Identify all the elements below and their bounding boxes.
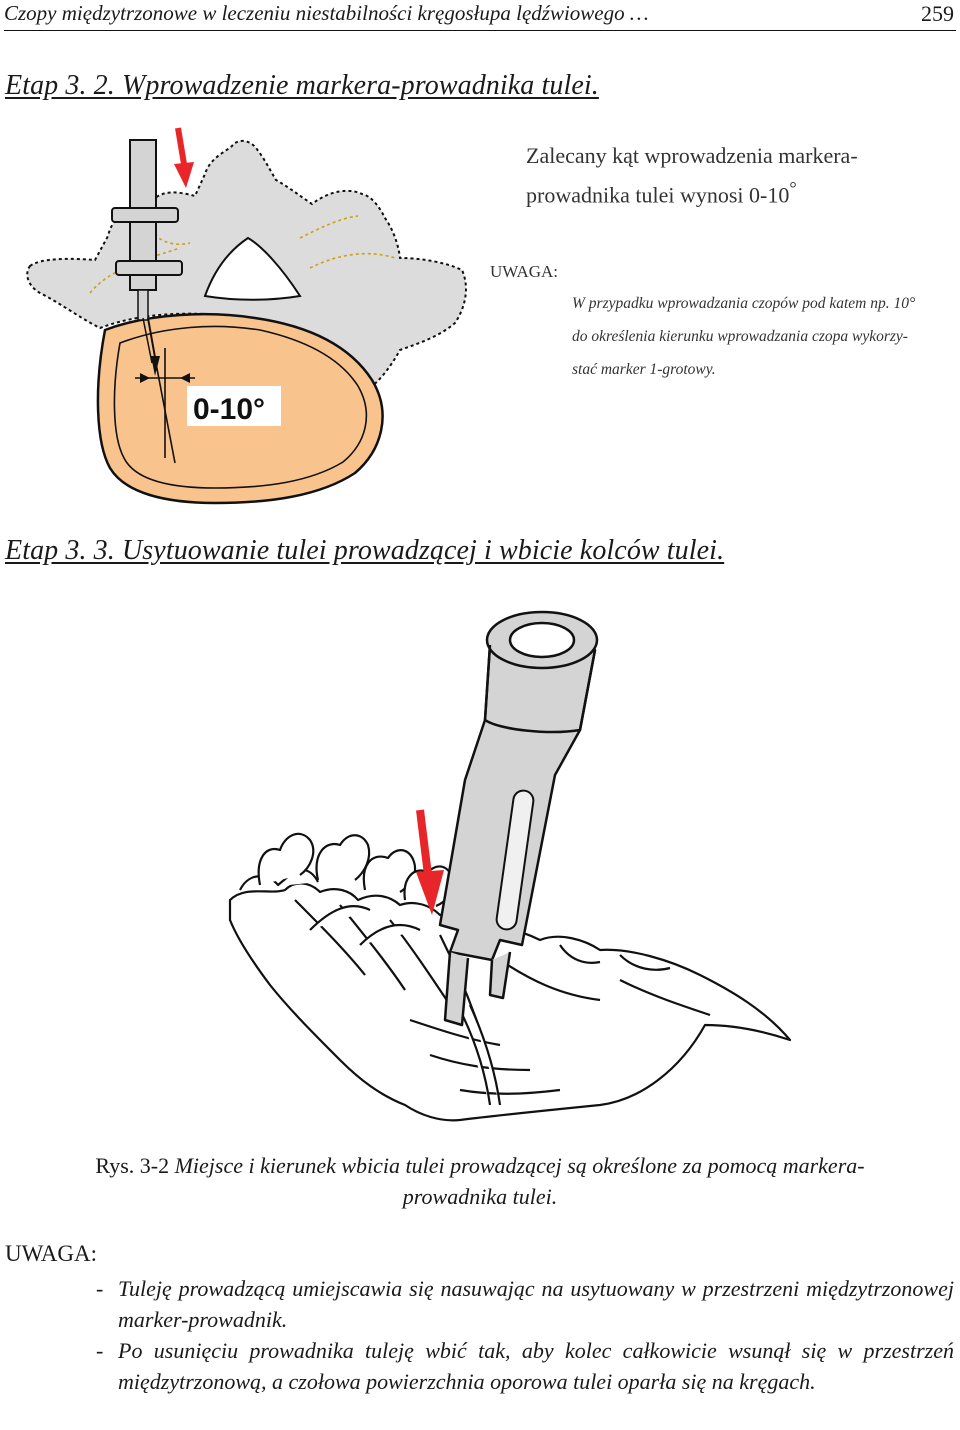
bullet-dash: - bbox=[96, 1276, 104, 1301]
uwaga-label-large: UWAGA: bbox=[5, 1241, 97, 1266]
marker-note-line1: W przypadku wprowadzania czopów pod katem np. 10° bbox=[572, 295, 916, 312]
bullet-dash: - bbox=[96, 1338, 104, 1363]
section-heading-3-2: Etap 3. 2. Wprowadzenie markera-prowadnika tulei. bbox=[5, 70, 599, 101]
uwaga-bullet-2-text: Po usunięciu prowadnika tuleję wbić tak, aby kolec całkowicie wsunął się w przestrzeń międzytrzonową, a czołowa powierzchnia oporowa tulei oparła się na kręgach. bbox=[118, 1338, 954, 1394]
caption-line2: prowadnika tulei. bbox=[402, 1184, 558, 1209]
uwaga-label-small: UWAGA: bbox=[490, 262, 558, 281]
caption-label: Rys. 3-2 bbox=[95, 1153, 170, 1178]
lumbar-spine-sleeve-figure bbox=[200, 600, 810, 1140]
running-header-title: Czopy międzytrzonowe w leczeniu niestabilności kręgosłupa lędźwiowego … bbox=[4, 1, 649, 25]
figure-caption bbox=[0, 1150, 960, 1212]
marker-note-line2: do określenia kierunku wprowadzania czopa wykorzy- bbox=[572, 328, 908, 345]
vertebra-cross-section-figure bbox=[0, 118, 490, 518]
recommended-angle-line1: Zalecany kąt wprowadzenia markera- bbox=[526, 143, 858, 168]
uwaga-bullet-1-text: Tuleję prowadzącą umiejscawia się nasuwając na usytuowany w przestrzeni międzytrzonowej marker-prowadnik. bbox=[118, 1276, 954, 1332]
recommended-angle-note bbox=[526, 140, 956, 211]
uwaga-bullet-2 bbox=[96, 1335, 954, 1397]
page-number: 259 bbox=[921, 1, 954, 26]
insertion-arrow-icon bbox=[174, 128, 194, 188]
uwaga-bullet-list bbox=[96, 1273, 954, 1397]
single-spike-marker-note bbox=[572, 287, 957, 386]
section-heading-3-3: Etap 3. 3. Usytuowanie tulei prowadzącej i wbicie kolców tulei. bbox=[5, 535, 725, 566]
uwaga-bullet-1 bbox=[96, 1273, 954, 1335]
angle-label-text: 0-10° bbox=[193, 393, 266, 426]
marker-note-line3: stać marker 1-grotowy. bbox=[572, 361, 716, 378]
recommended-angle-line2: prowadnika tulei wynosi 0-10° bbox=[526, 178, 797, 208]
caption-line1 bbox=[0, 1150, 960, 1181]
running-header bbox=[4, 0, 956, 31]
caption-line1-text: Miejsce i kierunek wbicia tulei prowadzącej są określone za pomocą markera- bbox=[169, 1153, 865, 1178]
degree-symbol: ° bbox=[789, 178, 797, 198]
